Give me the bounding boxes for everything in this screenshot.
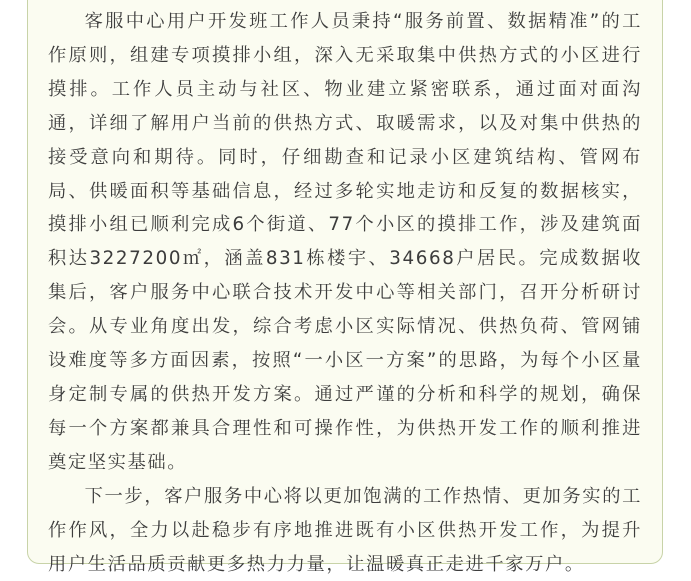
article-paragraph-1: 客服中心用户开发班工作人员秉持“服务前置、数据精准”的工作原则，组建专项摸排小组，深入无采取集中供热方式的小区进行摸排。工作人员主动与社区、物业建立紧密联系，通过面对面沟通，详细了解用户当前的供热方式、取暖需求，以及对集中供热的接受意向和期待。同时，仔细勘查和记录小区建筑结构、管网布局、供暖面积等基础信息，经过多轮实地走访和反复的数据核实，摸排小组已顺利完成6个街道、77个小区的摸排工作，涉及建筑面积达3227200㎡，涵盖831栋楼宇、34668户居民。完成数据收集后，客户服务中心联合技术开发中心等相关部门，召开分析研讨会。从专业角度出发，综合考虑小区实际情况、供热负荷、管网铺设难度等多方面因素，按照“一小区一方案”的思路，为每个小区量身定制专属的供热开发方案。通过严谨的分析和科学的规划，确保每一个方案都兼具合理性和可操作性，为供热开发工作的顺利推进奠定坚实基础。 — [48, 11, 642, 473]
article-paragraph-2: 下一步，客户服务中心将以更加饱满的工作热情、更加务实的工作作风，全力以赴稳步有序地推进既有小区供热开发工作，为提升用户生活品质贡献更多热力力量，让温暖真正走进千家万户。 — [48, 485, 642, 575]
article-card — [27, 0, 663, 575]
